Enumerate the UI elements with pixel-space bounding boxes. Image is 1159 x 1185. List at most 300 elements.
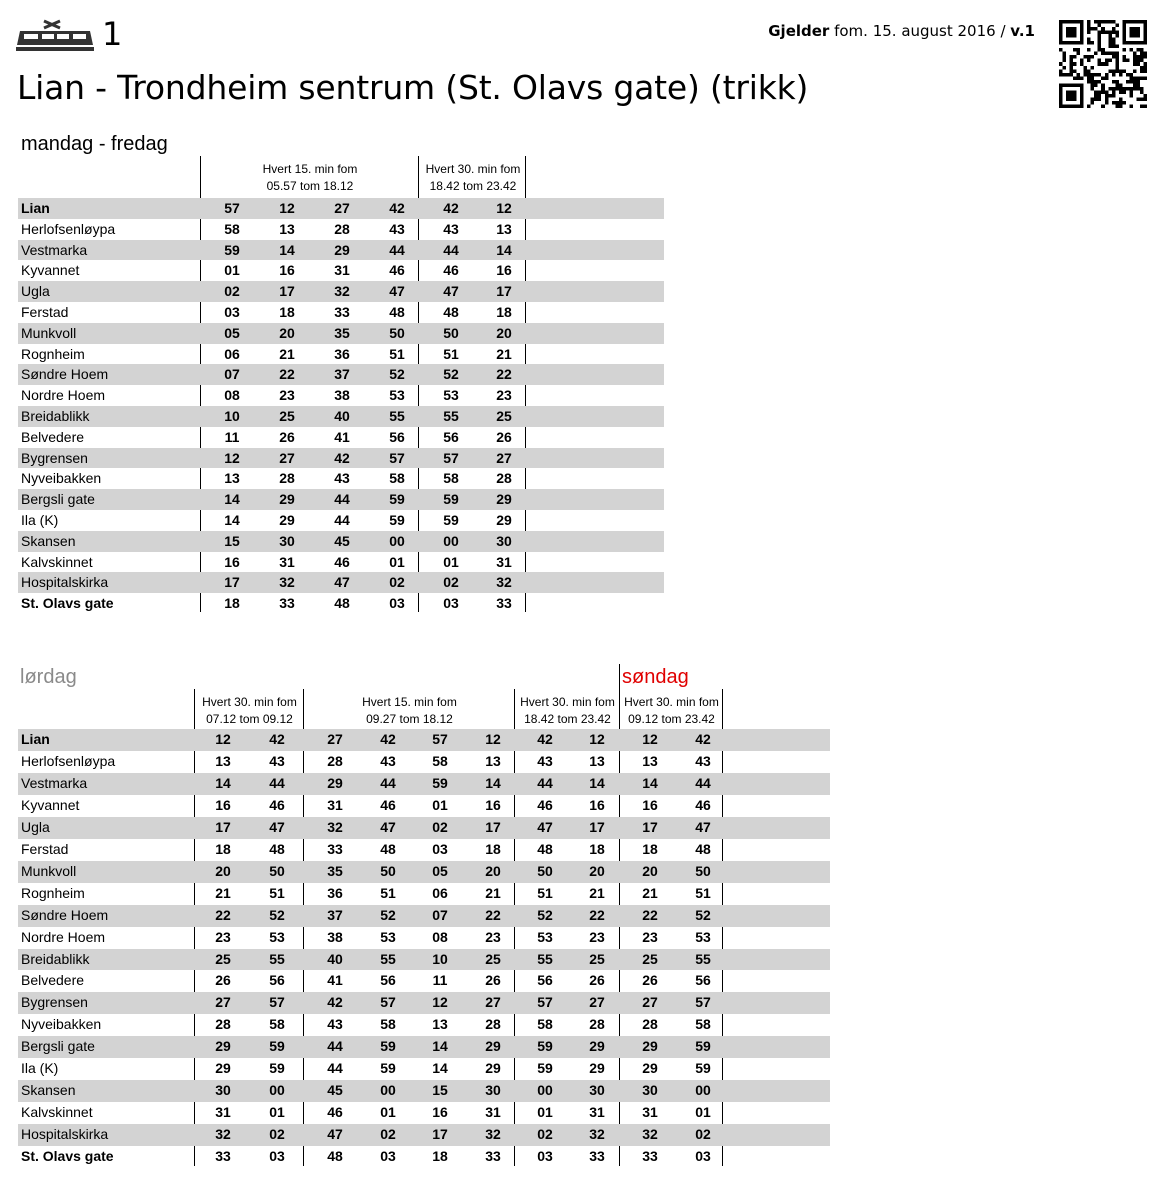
departure-minute: 57: [443, 449, 459, 466]
departure-minute: 27: [279, 449, 295, 466]
departure-minute: 42: [695, 731, 711, 747]
departure-minute: 59: [443, 491, 459, 508]
stop-name: Bergsli gate: [21, 491, 95, 508]
departure-minute: 37: [334, 366, 350, 383]
departure-minute: 48: [327, 1148, 343, 1165]
stop-name: Kyvannet: [21, 796, 80, 813]
departure-minute: 56: [269, 972, 285, 989]
tram-icon: [16, 19, 94, 53]
departure-minute: 27: [215, 994, 231, 1011]
departure-minute: 52: [537, 906, 553, 923]
departure-minute: 20: [589, 862, 605, 879]
departure-minute: 28: [279, 470, 295, 487]
departure-minute: 23: [279, 387, 295, 404]
timetable-row: [18, 489, 664, 510]
departure-minute: 12: [432, 994, 448, 1011]
departure-minute: 29: [215, 1038, 231, 1055]
departure-minute: 31: [496, 553, 512, 570]
departure-minute: 44: [327, 1060, 343, 1077]
departure-minute: 56: [380, 972, 396, 989]
departure-minute: 18: [279, 304, 295, 320]
departure-minute: 28: [642, 1016, 658, 1033]
departure-minute: 58: [389, 470, 405, 487]
timetable-row: [18, 448, 664, 469]
departure-minute: 14: [215, 774, 231, 791]
departure-minute: 52: [380, 906, 396, 923]
time-range-label: 09.27 tom 18.12: [366, 712, 453, 726]
departure-minute: 52: [443, 366, 459, 383]
stop-name: Skansen: [21, 532, 76, 549]
stop-name: Ferstad: [21, 304, 69, 320]
timetable-row: [18, 817, 830, 839]
departure-minute: 02: [224, 283, 240, 300]
timetable-row: [18, 260, 664, 281]
departure-minute: 26: [589, 972, 605, 989]
departure-minute: 41: [334, 428, 350, 445]
departure-minute: 45: [334, 532, 350, 549]
departure-minute: 27: [642, 994, 658, 1011]
validity-date: fom. 15. august 2016 /: [834, 22, 1006, 40]
departure-minute: 31: [642, 1104, 658, 1121]
route-number: 1: [102, 15, 123, 53]
timetable-row: [18, 949, 830, 971]
departure-minute: 12: [215, 731, 231, 747]
departure-minute: 23: [215, 928, 231, 945]
departure-minute: 40: [334, 408, 350, 424]
departure-minute: 12: [496, 200, 512, 216]
departure-minute: 44: [443, 241, 459, 258]
departure-minute: 00: [389, 532, 405, 549]
departure-minute: 48: [334, 595, 350, 612]
departure-minute: 21: [642, 884, 658, 901]
departure-minute: 29: [334, 241, 350, 258]
departure-minute: 03: [389, 595, 405, 612]
departure-minute: 43: [334, 470, 350, 487]
stop-name: Lian: [21, 200, 50, 216]
timetable-row: [18, 364, 664, 385]
departure-minute: 29: [589, 1038, 605, 1055]
departure-minute: 58: [269, 1016, 285, 1033]
departure-minute: 26: [279, 428, 295, 445]
departure-minute: 03: [443, 595, 459, 612]
departure-minute: 21: [215, 884, 231, 901]
departure-minute: 44: [269, 774, 285, 791]
departure-minute: 23: [642, 928, 658, 945]
time-range-label: 09.12 tom 23.42: [628, 712, 715, 726]
departure-minute: 58: [432, 752, 448, 769]
departure-minute: 13: [279, 220, 295, 237]
timetable-row: [18, 198, 664, 219]
stop-name: Vestmarka: [21, 241, 88, 258]
departure-minute: 31: [485, 1104, 501, 1121]
departure-minute: 16: [215, 796, 231, 813]
departure-minute: 51: [695, 884, 711, 901]
stop-name: Ila (K): [21, 512, 59, 528]
timetable-row: [18, 240, 664, 261]
departure-minute: 32: [496, 574, 512, 591]
departure-minute: 16: [589, 796, 605, 813]
departure-minute: 53: [269, 928, 285, 945]
departure-minute: 38: [327, 928, 343, 945]
departure-minute: 01: [537, 1104, 553, 1121]
departure-minute: 18: [485, 840, 501, 857]
departure-minute: 25: [485, 950, 501, 967]
departure-minute: 32: [327, 818, 343, 835]
departure-minute: 58: [380, 1016, 396, 1033]
departure-minute: 23: [496, 387, 512, 404]
departure-minute: 41: [327, 972, 343, 989]
departure-minute: 53: [695, 928, 711, 945]
departure-minute: 00: [443, 532, 459, 549]
service-period-header: [420, 161, 526, 195]
departure-minute: 53: [537, 928, 553, 945]
departure-minute: 46: [334, 553, 350, 570]
departure-minute: 18: [432, 1148, 448, 1165]
timetable-row: [18, 1102, 830, 1124]
departure-minute: 59: [389, 512, 405, 528]
departure-minute: 01: [432, 796, 448, 813]
departure-minute: 59: [537, 1038, 553, 1055]
departure-minute: 18: [496, 304, 512, 320]
departure-minute: 13: [224, 470, 240, 487]
departure-minute: 31: [334, 262, 350, 279]
departure-minute: 18: [589, 840, 605, 857]
departure-minute: 59: [380, 1060, 396, 1077]
departure-minute: 55: [443, 408, 459, 424]
departure-minute: 17: [485, 818, 501, 835]
service-period-header: [516, 694, 619, 728]
stop-name: Belvedere: [21, 972, 85, 989]
stop-name: Nordre Hoem: [21, 387, 106, 404]
departure-minute: 26: [642, 972, 658, 989]
timetable-row: [18, 729, 830, 751]
departure-minute: 42: [389, 200, 405, 216]
validity-label: Gjelder: [768, 22, 830, 40]
stop-name: Herlofsenløypa: [21, 752, 116, 769]
departure-minute: 56: [537, 972, 553, 989]
departure-minute: 57: [380, 994, 396, 1011]
departure-minute: 05: [224, 324, 240, 341]
departure-minute: 36: [327, 884, 343, 901]
departure-minute: 44: [334, 491, 350, 508]
departure-minute: 00: [695, 1082, 711, 1099]
departure-minute: 42: [334, 449, 350, 466]
departure-minute: 17: [279, 283, 295, 300]
departure-minute: 56: [695, 972, 711, 989]
departure-minute: 22: [496, 366, 512, 383]
timetable-row: [18, 531, 664, 552]
service-period-header: [621, 694, 722, 728]
timetable-row: [18, 751, 830, 773]
timetable-row: [18, 344, 664, 365]
frequency-label: Hvert 15. min fom: [362, 695, 457, 709]
departure-minute: 29: [496, 491, 512, 508]
departure-minute: 48: [269, 840, 285, 857]
departure-minute: 43: [443, 220, 459, 237]
timetable-row: [18, 302, 664, 323]
departure-minute: 13: [215, 752, 231, 769]
stop-name: St. Olavs gate: [21, 1148, 114, 1165]
stop-name: Munkvoll: [21, 862, 77, 879]
departure-minute: 18: [642, 840, 658, 857]
departure-minute: 59: [695, 1038, 711, 1055]
departure-minute: 43: [695, 752, 711, 769]
departure-minute: 51: [269, 884, 285, 901]
departure-minute: 53: [389, 387, 405, 404]
departure-minute: 43: [327, 1016, 343, 1033]
departure-minute: 47: [537, 818, 553, 835]
departure-minute: 42: [537, 731, 553, 747]
departure-minute: 29: [215, 1060, 231, 1077]
departure-minute: 17: [432, 1126, 448, 1143]
departure-minute: 55: [380, 950, 396, 967]
version-label: v.1: [1010, 22, 1035, 40]
stop-name: Nyveibakken: [21, 470, 102, 487]
departure-minute: 26: [496, 428, 512, 445]
departure-minute: 44: [327, 1038, 343, 1055]
departure-minute: 46: [389, 262, 405, 279]
departure-minute: 22: [215, 906, 231, 923]
departure-minute: 33: [327, 840, 343, 857]
departure-minute: 00: [269, 1082, 285, 1099]
departure-minute: 17: [224, 574, 240, 591]
timetable-row: [18, 1058, 830, 1080]
timetable-row: [18, 992, 830, 1014]
departure-minute: 57: [389, 449, 405, 466]
stop-name: Søndre Hoem: [21, 906, 109, 923]
timetable-row: [18, 839, 830, 861]
departure-minute: 58: [443, 470, 459, 487]
departure-minute: 10: [224, 408, 240, 424]
departure-minute: 59: [695, 1060, 711, 1077]
departure-minute: 03: [432, 840, 448, 857]
timetable-row: [18, 323, 664, 344]
departure-minute: 48: [695, 840, 711, 857]
departure-minute: 20: [485, 862, 501, 879]
departure-minute: 21: [485, 884, 501, 901]
departure-minute: 55: [269, 950, 285, 967]
departure-minute: 13: [485, 752, 501, 769]
departure-minute: 29: [642, 1038, 658, 1055]
stop-name: Rognheim: [21, 345, 85, 362]
timetable-row: [18, 427, 664, 448]
departure-minute: 06: [224, 345, 240, 362]
stop-name: St. Olavs gate: [21, 595, 114, 612]
departure-minute: 33: [485, 1148, 501, 1165]
timetable-row: [18, 1124, 830, 1146]
departure-minute: 40: [327, 950, 343, 967]
frequency-label: Hvert 30. min fom: [202, 695, 297, 709]
departure-minute: 29: [485, 1060, 501, 1077]
departure-minute: 08: [432, 928, 448, 945]
timetable-row: [18, 219, 664, 240]
timetable-row: [18, 281, 664, 302]
departure-minute: 53: [443, 387, 459, 404]
stop-name: Herlofsenløypa: [21, 220, 116, 237]
departure-minute: 02: [695, 1126, 711, 1143]
stop-name: Ugla: [21, 283, 50, 300]
stop-name: Bygrensen: [21, 449, 88, 466]
departure-minute: 22: [279, 366, 295, 383]
timetable-row: [18, 927, 830, 949]
stop-name: Breidablikk: [21, 408, 90, 424]
saturday-heading: lørdag: [20, 666, 77, 688]
departure-minute: 44: [380, 774, 396, 791]
departure-minute: 32: [215, 1126, 231, 1143]
stop-name: Søndre Hoem: [21, 366, 109, 383]
departure-minute: 27: [589, 994, 605, 1011]
departure-minute: 53: [380, 928, 396, 945]
timetable-row: [18, 510, 664, 531]
departure-minute: 28: [485, 1016, 501, 1033]
departure-minute: 38: [334, 387, 350, 404]
departure-minute: 03: [695, 1148, 711, 1165]
departure-minute: 57: [432, 731, 448, 747]
departure-minute: 32: [334, 283, 350, 300]
departure-minute: 46: [380, 796, 396, 813]
departure-minute: 11: [224, 428, 240, 445]
departure-minute: 50: [537, 862, 553, 879]
departure-minute: 12: [589, 731, 605, 747]
departure-minute: 14: [642, 774, 658, 791]
departure-minute: 32: [279, 574, 295, 591]
departure-minute: 13: [642, 752, 658, 769]
departure-minute: 36: [334, 345, 350, 362]
departure-minute: 26: [485, 972, 501, 989]
departure-minute: 33: [215, 1148, 231, 1165]
departure-minute: 31: [589, 1104, 605, 1121]
frequency-label: Hvert 30. min fom: [520, 695, 615, 709]
timetable-row: [18, 773, 830, 795]
departure-minute: 59: [224, 241, 240, 258]
departure-minute: 50: [443, 324, 459, 341]
departure-minute: 47: [334, 574, 350, 591]
weekday-heading: mandag - fredag: [21, 133, 168, 155]
departure-minute: 26: [215, 972, 231, 989]
departure-minute: 43: [269, 752, 285, 769]
departure-minute: 42: [380, 731, 396, 747]
departure-minute: 33: [279, 595, 295, 612]
timetable-row: [18, 406, 664, 427]
timetable-row: [18, 905, 830, 927]
stop-name: Bergsli gate: [21, 1038, 95, 1055]
departure-minute: 00: [537, 1082, 553, 1099]
departure-minute: 44: [695, 774, 711, 791]
departure-minute: 25: [589, 950, 605, 967]
departure-minute: 50: [380, 862, 396, 879]
departure-minute: 21: [589, 884, 605, 901]
departure-minute: 16: [496, 262, 512, 279]
departure-minute: 58: [695, 1016, 711, 1033]
departure-minute: 55: [389, 408, 405, 424]
departure-minute: 07: [224, 366, 240, 383]
stop-name: Hospitalskirka: [21, 574, 109, 591]
departure-minute: 45: [327, 1082, 343, 1099]
stop-name: Vestmarka: [21, 774, 88, 791]
stop-name: Ila (K): [21, 1060, 59, 1077]
timetable-row: [18, 552, 664, 573]
departure-minute: 59: [269, 1038, 285, 1055]
departure-minute: 47: [443, 283, 459, 300]
stop-name: Ugla: [21, 818, 50, 835]
departure-minute: 29: [279, 512, 295, 528]
departure-minute: 18: [215, 840, 231, 857]
departure-minute: 43: [537, 752, 553, 769]
departure-minute: 10: [432, 950, 448, 967]
departure-minute: 47: [389, 283, 405, 300]
departure-minute: 25: [642, 950, 658, 967]
departure-minute: 46: [443, 262, 459, 279]
stop-name: Kalvskinnet: [21, 1104, 93, 1121]
departure-minute: 48: [443, 304, 459, 320]
departure-minute: 12: [279, 200, 295, 216]
stop-name: Bygrensen: [21, 994, 88, 1011]
departure-minute: 29: [642, 1060, 658, 1077]
departure-minute: 17: [589, 818, 605, 835]
departure-minute: 50: [389, 324, 405, 341]
departure-minute: 02: [380, 1126, 396, 1143]
timetable-row: [18, 572, 664, 593]
stop-name: Belvedere: [21, 428, 85, 445]
departure-minute: 30: [485, 1082, 501, 1099]
departure-minute: 51: [389, 345, 405, 362]
stop-name: Nyveibakken: [21, 1016, 102, 1033]
departure-minute: 11: [432, 972, 448, 989]
departure-minute: 32: [485, 1126, 501, 1143]
timetable-row: [18, 1080, 830, 1102]
time-range-label: 18.42 tom 23.42: [429, 179, 517, 193]
departure-minute: 52: [269, 906, 285, 923]
departure-minute: 31: [215, 1104, 231, 1121]
departure-minute: 52: [695, 906, 711, 923]
departure-minute: 12: [642, 731, 658, 747]
sunday-heading: søndag: [622, 666, 689, 688]
departure-minute: 28: [589, 1016, 605, 1033]
departure-minute: 25: [496, 408, 512, 424]
departure-minute: 27: [496, 449, 512, 466]
departure-minute: 20: [215, 862, 231, 879]
timetable-row: [18, 593, 664, 614]
departure-minute: 29: [496, 512, 512, 528]
departure-minute: 03: [224, 304, 240, 320]
departure-minute: 30: [589, 1082, 605, 1099]
departure-minute: 25: [279, 408, 295, 424]
departure-minute: 17: [642, 818, 658, 835]
departure-minute: 47: [327, 1126, 343, 1143]
departure-minute: 55: [537, 950, 553, 967]
departure-minute: 30: [279, 532, 295, 549]
departure-minute: 52: [389, 366, 405, 383]
stop-name: Skansen: [21, 1082, 76, 1099]
departure-minute: 56: [389, 428, 405, 445]
departure-minute: 18: [224, 595, 240, 612]
departure-minute: 31: [327, 796, 343, 813]
timetable-row: [18, 1036, 830, 1058]
qr-code-icon: [1059, 20, 1147, 108]
departure-minute: 14: [496, 241, 512, 258]
departure-minute: 02: [269, 1126, 285, 1143]
departure-minute: 51: [443, 345, 459, 362]
time-range-label: 18.42 tom 23.42: [524, 712, 611, 726]
departure-minute: 20: [642, 862, 658, 879]
departure-minute: 14: [432, 1060, 448, 1077]
departure-minute: 13: [432, 1016, 448, 1033]
departure-minute: 16: [642, 796, 658, 813]
departure-minute: 15: [224, 532, 240, 549]
departure-minute: 23: [485, 928, 501, 945]
departure-minute: 13: [496, 220, 512, 237]
departure-minute: 59: [443, 512, 459, 528]
